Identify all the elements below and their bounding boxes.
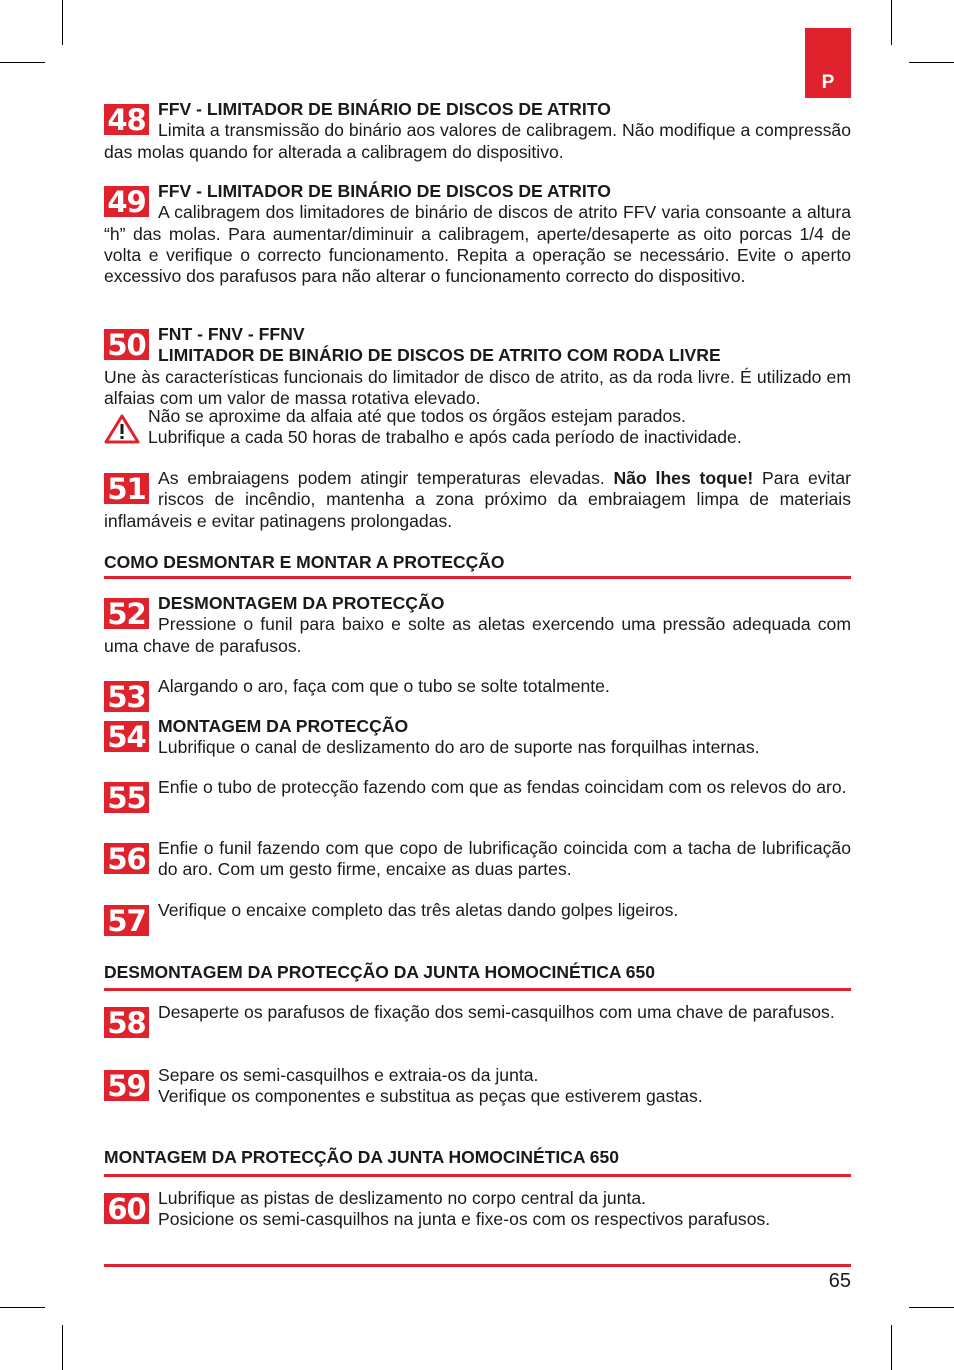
step-text: Lubrifique o canal de deslizamento do aro de suporte nas forquilhas internas. — [158, 737, 760, 758]
step-text: Une às características funcionais do limitador de disco de atrito, as da roda livre. É utilizado em alfaias com um valor de massa rotativa elevado. — [104, 366, 851, 408]
warning-icon — [104, 414, 140, 449]
section-title: DESMONTAGEM DA PROTECÇÃO DA JUNTA HOMOCINÉTICA 650 — [104, 962, 655, 982]
section-heading — [104, 552, 851, 573]
step-number: 48 — [104, 104, 149, 135]
step-number: 58 — [104, 1007, 149, 1038]
step-text: Pressione o funil para baixo e solte as aletas exercendo uma pressão adequada com uma chave de parafusos. — [104, 614, 851, 656]
step-line: Posicione os semi-casquilhos na junta e fixe-os com os respectivos parafusos. — [158, 1209, 771, 1230]
step-text: Limita a transmissão do binário aos valores de calibragem. Não modifique a compressão das molas quando for alterada a calibragem do dispositivo. — [104, 120, 851, 162]
step-text: Desaperte os parafusos de fixação dos semi-casquilhos com uma chave de parafusos. — [158, 1002, 835, 1022]
step-51 — [104, 468, 851, 532]
step-57 — [104, 900, 851, 936]
section-title: MONTAGEM DA PROTECÇÃO DA JUNTA HOMOCINÉTICA 650 — [104, 1147, 619, 1167]
step-number: 59 — [104, 1070, 149, 1101]
step-line: Verifique os componentes e substitua as peças que estiverem gastas. — [158, 1086, 703, 1107]
crop-mark — [891, 0, 892, 45]
step-text: Enfie o tubo de protecção fazendo com que as fendas coincidam com os relevos do aro. — [158, 777, 847, 797]
step-title: FNT - FNV - FFNV — [158, 324, 305, 344]
step-number: 50 — [104, 329, 149, 360]
section-rule — [104, 576, 851, 579]
step-text: Verifique o encaixe completo das três aletas dando golpes ligeiros. — [158, 900, 679, 920]
step-title: DESMONTAGEM DA PROTECÇÃO — [158, 593, 445, 613]
step-48 — [104, 99, 851, 163]
step-49 — [104, 181, 851, 287]
step-subtitle: LIMITADOR DE BINÁRIO DE DISCOS DE ATRITO COM RODA LIVRE — [158, 345, 721, 366]
crop-mark — [62, 0, 63, 45]
step-53 — [104, 676, 851, 712]
step-52 — [104, 593, 851, 657]
step-text: Alargando o aro, faça com que o tubo se solte totalmente. — [158, 676, 610, 696]
warning-line: Não se aproxime da alfaia até que todos os órgãos estejam parados. — [148, 406, 686, 426]
step-60 — [104, 1188, 851, 1231]
step-59 — [104, 1065, 851, 1108]
step-54 — [104, 716, 851, 759]
footer-rule — [104, 1264, 851, 1267]
step-number: 60 — [104, 1193, 149, 1224]
section-heading — [104, 962, 851, 983]
crop-mark — [0, 62, 45, 63]
language-tab — [805, 28, 851, 98]
step-55 — [104, 777, 851, 813]
step-number: 54 — [104, 721, 149, 752]
step-50 — [104, 324, 851, 409]
crop-mark — [62, 1325, 63, 1370]
step-text: Para evitar riscos de incêndio, mantenha a zona próximo da embraiagem limpa de materiais inflamáveis e evitar patinagens prolongadas. — [104, 468, 852, 531]
step-number: 52 — [104, 598, 149, 629]
warning-line: Lubrifique a cada 50 horas de trabalho e após cada período de inactividade. — [148, 427, 742, 448]
step-number: 51 — [104, 473, 149, 504]
section-heading — [104, 1147, 851, 1168]
step-title: FFV - LIMITADOR DE BINÁRIO DE DISCOS DE ATRITO — [158, 99, 611, 119]
step-number: 56 — [104, 843, 149, 874]
step-text: Enfie o funil fazendo com que copo de lubrificação coincida com a tacha de lubrificação do aro. Com um gesto firme, encaixe as duas partes. — [158, 838, 851, 880]
page-number: 65 — [828, 1270, 851, 1292]
step-warning-bold: Não lhes toque! — [613, 468, 754, 488]
step-text: As embraiagens podem atingir temperaturas elevadas. — [158, 468, 614, 488]
language-label: P — [821, 72, 835, 93]
step-title: FFV - LIMITADOR DE BINÁRIO DE DISCOS DE ATRITO — [158, 181, 611, 201]
warning-text — [148, 406, 742, 449]
step-title: MONTAGEM DA PROTECÇÃO — [158, 716, 409, 736]
step-line: Separe os semi-casquilhos e extraia-os da junta. — [158, 1065, 539, 1085]
section-title: COMO DESMONTAR E MONTAR A PROTECÇÃO — [104, 552, 505, 572]
crop-mark — [0, 1307, 45, 1308]
section-rule — [104, 1174, 851, 1177]
crop-mark — [891, 1325, 892, 1370]
step-number: 57 — [104, 905, 149, 936]
crop-mark — [909, 62, 954, 63]
step-56 — [104, 838, 851, 881]
step-line: Lubrifique as pistas de deslizamento no corpo central da junta. — [158, 1188, 647, 1208]
step-58 — [104, 1002, 851, 1038]
crop-mark — [909, 1307, 954, 1308]
section-rule — [104, 988, 851, 991]
step-number: 53 — [104, 681, 149, 712]
step-number: 49 — [104, 186, 149, 217]
step-text: A calibragem dos limitadores de binário de discos de atrito FFV varia consoante a altura “h” das molas. Para aumentar/diminuir a calibragem, aperte/desaperte as oito porcas 1/4 de volta e verifique o correcto funcionamento. Repita a operação se necessário. Evite o aperto excessivo dos parafusos para não alterar o funcionamento correcto do dispositivo. — [104, 202, 851, 287]
step-number: 55 — [104, 782, 149, 813]
